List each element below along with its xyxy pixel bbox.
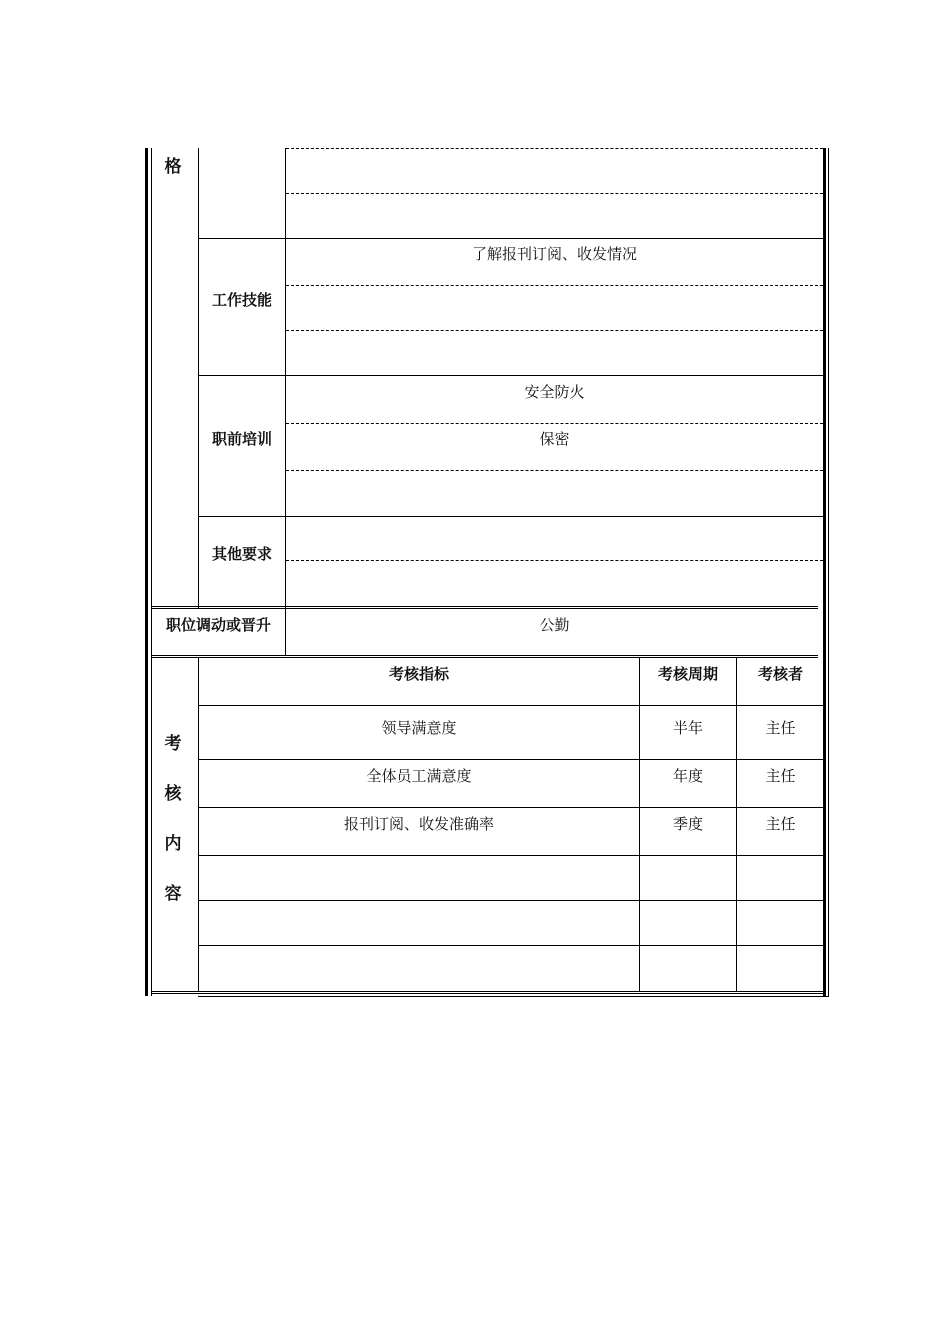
table-cell-indicator: 全体员工满意度	[366, 767, 472, 785]
left-border-inner	[151, 148, 152, 996]
left-border	[145, 148, 148, 996]
training-item: 保密	[539, 430, 570, 448]
table-row-line	[199, 759, 823, 760]
block-divider	[199, 238, 823, 239]
table-cell-indicator: 领导满意度	[381, 719, 457, 737]
transfer-value: 公勤	[539, 616, 570, 634]
side-label-kao: 考	[164, 734, 182, 754]
row-divider	[286, 330, 823, 331]
row-divider	[286, 193, 823, 194]
right-border-shadow	[828, 148, 829, 996]
table-cell-assessor: 主任	[765, 815, 796, 833]
pre-job-training-label: 职前培训	[211, 430, 272, 448]
transfer-label: 职位调动或晋升	[165, 616, 271, 634]
table-cell-indicator: 报刊订阅、收发准确率	[343, 815, 494, 833]
block-divider	[199, 516, 823, 517]
col-divider-2	[285, 148, 286, 656]
table-cell-period: 季度	[672, 815, 703, 833]
block-divider	[199, 375, 823, 376]
table-row-line	[199, 705, 823, 706]
section-divider	[152, 606, 818, 609]
table-cell-period: 半年	[672, 719, 703, 737]
row-divider	[286, 423, 823, 424]
bottom-border-shadow	[198, 996, 829, 997]
table-row-line	[199, 945, 823, 946]
work-skills-item: 了解报刊订阅、收发情况	[471, 245, 637, 263]
row-divider	[286, 470, 823, 471]
side-label-rong: 容	[164, 884, 182, 904]
other-requirements-label: 其他要求	[211, 545, 272, 563]
header-period: 考核周期	[657, 665, 718, 683]
section-divider	[152, 655, 818, 658]
header-indicator: 考核指标	[388, 665, 449, 683]
table-row-line	[199, 900, 823, 901]
side-label-he: 核	[164, 784, 182, 804]
table-cell-assessor: 主任	[765, 719, 796, 737]
table-row-line	[199, 855, 823, 856]
table-row-line	[199, 807, 823, 808]
table-cell-assessor: 主任	[765, 767, 796, 785]
side-label-nei: 内	[164, 834, 182, 854]
right-border	[823, 148, 826, 996]
row-divider	[286, 148, 823, 149]
bottom-border	[151, 991, 826, 994]
work-skills-label: 工作技能	[211, 291, 272, 309]
header-assessor: 考核者	[757, 665, 803, 683]
table-cell-period: 年度	[672, 767, 703, 785]
side-label-ge: 格	[164, 157, 182, 177]
row-divider	[286, 560, 823, 561]
training-item: 安全防火	[524, 383, 585, 401]
row-divider	[286, 285, 823, 286]
col-divider-1	[198, 148, 199, 608]
